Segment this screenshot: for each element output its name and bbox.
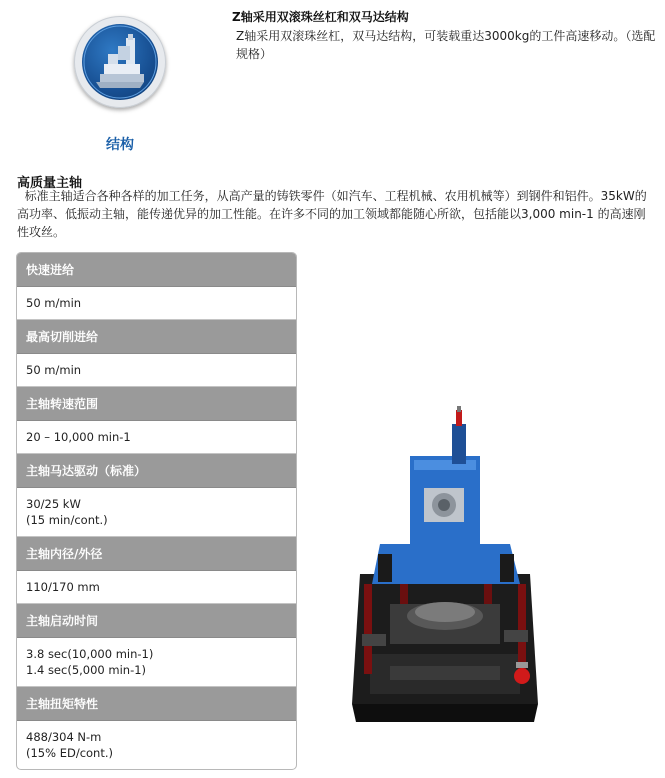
spec-label: 主轴转速范围 xyxy=(17,387,296,421)
spec-value-line: (15% ED/cont.) xyxy=(26,746,113,760)
spec-label: 主轴内径/外径 xyxy=(17,537,296,571)
spec-value xyxy=(17,488,296,537)
spec-value-line: 1.4 sec(5,000 min-1) xyxy=(26,663,147,677)
spec-label: 最高切削进给 xyxy=(17,320,296,354)
spindle-title: 高质量主轴 xyxy=(17,176,83,191)
spec-value-line: 20 – 10,000 min-1 xyxy=(26,430,131,444)
spec-value xyxy=(17,571,296,604)
z-axis-title: Z轴采用双滚珠丝杠和双马达结构 xyxy=(232,10,409,24)
spindle-description-text: 标准主轴适合各种各样的加工任务，从高产量的铸铁零件（如汽车、工程机械、农用机械等）到钢件和铝件。35kW的高功率、低振动主轴，能传递优异的加工性能。在许多不同的加工领域都能随心所欲，包括能以3,000 min-1 的高速刚性攻丝。 xyxy=(17,189,647,239)
spec-value xyxy=(17,354,296,387)
spec-value-line: 30/25 kW xyxy=(26,497,81,511)
spec-value xyxy=(17,721,296,769)
spec-value-line: 110/170 mm xyxy=(26,580,100,594)
machining-center-image xyxy=(350,404,540,726)
spec-value-line: 50 m/min xyxy=(26,296,82,310)
machine-structure-icon xyxy=(82,24,158,100)
spec-value xyxy=(17,638,296,687)
spec-label: 主轴马达驱动（标准） xyxy=(17,454,296,488)
spec-value-line: 50 m/min xyxy=(26,363,82,377)
spec-label: 主轴扭矩特性 xyxy=(17,687,296,721)
badge-disc xyxy=(82,24,158,100)
spec-value-line: (15 min/cont.) xyxy=(26,513,108,527)
spec-value-line: 3.8 sec(10,000 min-1) xyxy=(26,647,154,661)
spec-label: 快速进给 xyxy=(17,253,296,287)
spec-value-line: 488/304 N-m xyxy=(26,730,102,744)
spec-table xyxy=(16,252,297,770)
badge-caption: 结构 xyxy=(106,137,134,153)
spec-label: 主轴启动时间 xyxy=(17,604,296,638)
z-axis-description: Z轴采用双滚珠丝杠，双马达结构，可装载重达3000kg的工件高速移动。（选配规格） xyxy=(236,29,656,61)
spec-value xyxy=(17,287,296,320)
spec-value xyxy=(17,421,296,454)
structure-badge xyxy=(74,16,166,108)
spindle-description xyxy=(17,187,657,241)
